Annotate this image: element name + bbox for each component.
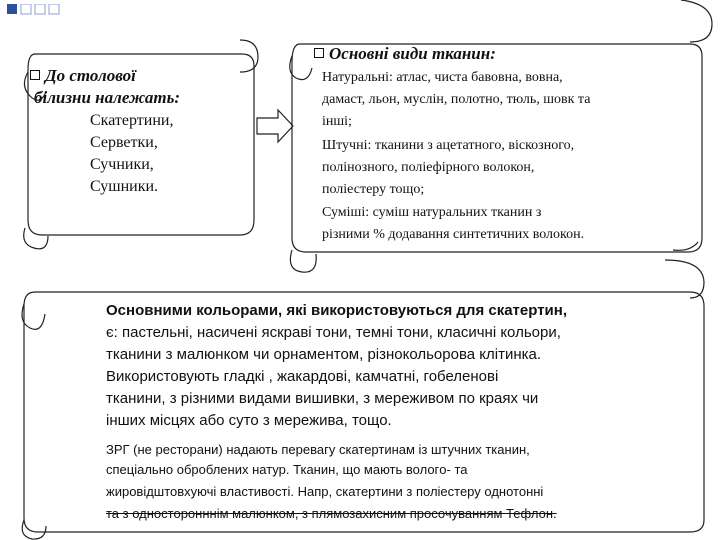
- bottom-note-line: спеціально оброблених натур. Тканин, що мають вологo- та: [106, 462, 468, 477]
- bottom-note-line: та з односторонннім малюнком, з плямозахисним просочуванням Тефлон.: [106, 506, 557, 521]
- left-title-line1: До столової: [30, 66, 136, 86]
- bottom-paragraph-line: є: пастельні, насичені яскраві тони, темні тони, класичні кольори,: [106, 324, 561, 341]
- left-item: Сучники,: [90, 156, 154, 173]
- right-line: різними % додавання синтетичних волокон.: [322, 227, 585, 242]
- bottom-paragraph-line: Використовують гладкі , жакардові, камчатні, гобеленові: [106, 368, 499, 385]
- right-line: Штучні: тканини з ацетатного, віскозного,: [322, 138, 575, 153]
- bottom-paragraph-line: тканини з малюнком чи орнаментом, різнокольорова клітинка.: [106, 346, 542, 363]
- collapse-icon: [314, 48, 324, 58]
- bottom-paragraph-line: тканини, з різними видами вишивки, з мереживом по краях чи: [106, 390, 539, 407]
- left-item: Серветки,: [90, 134, 158, 151]
- left-title-line2: білизни належать:: [34, 88, 181, 107]
- right-title: Основні види тканин:: [314, 44, 496, 64]
- right-line: дамаст, льон, муслін, полотно, тюль, шовк та: [322, 92, 591, 107]
- bottom-paragraph-line: Основними кольорами, які використовуються для скатертин,: [106, 302, 568, 319]
- right-line: Натуральні: атлас, чиста бавовна, вовна,: [322, 70, 563, 85]
- right-line: полінозного, поліефірного волокон,: [322, 160, 535, 175]
- left-item: Сушники.: [90, 178, 159, 195]
- left-item: Скатертини,: [90, 112, 174, 129]
- collapse-icon: [30, 70, 40, 80]
- right-line: Суміші: суміш натуральних тканин з: [322, 205, 542, 220]
- bottom-note-line: ЗРГ (не ресторани) надають перевагу скатертинам із штучних тканин,: [106, 442, 530, 457]
- right-line: інші;: [322, 114, 352, 129]
- right-line: поліестеру тощо;: [322, 182, 425, 197]
- bottom-paragraph-line: інших місцях або суто з мережива, тощо.: [106, 412, 392, 429]
- bottom-note-line: жировідштовхуючі властивості. Напр, скатертини з поліестеру однотонні: [106, 484, 544, 499]
